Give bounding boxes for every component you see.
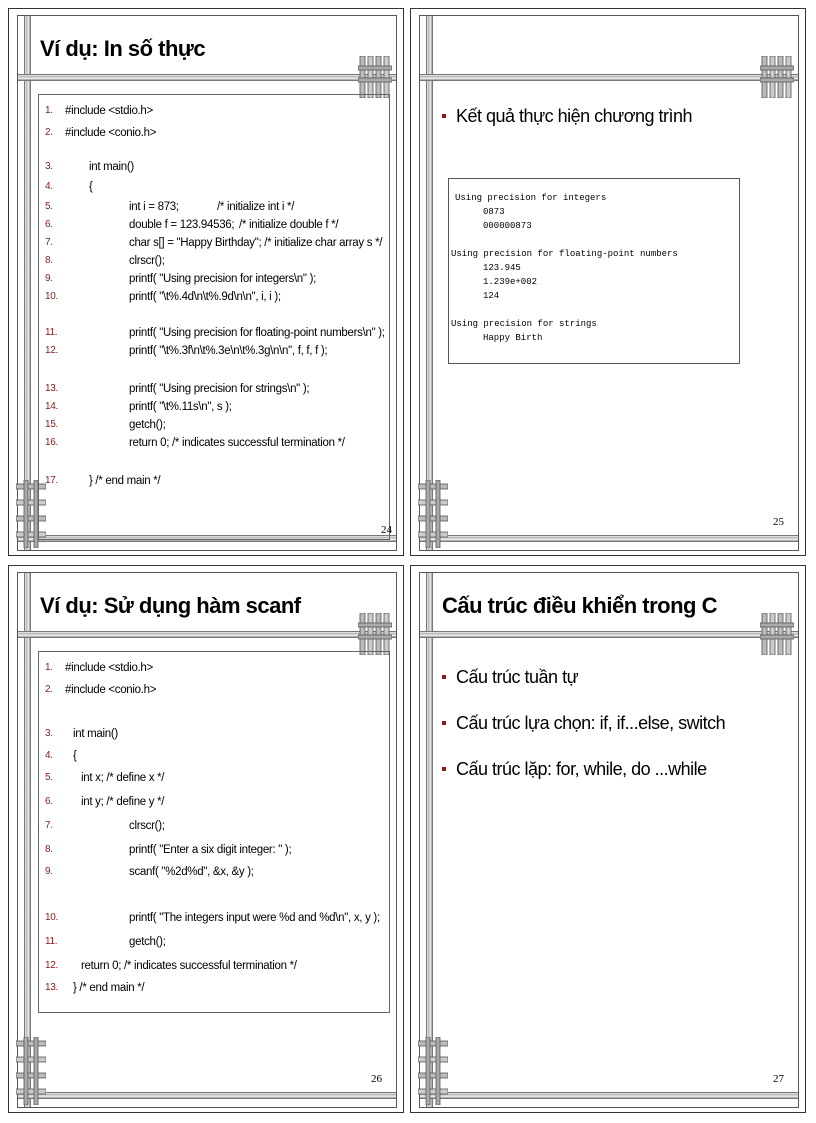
code-line: clrscr(); bbox=[129, 820, 165, 832]
code-line: printf( "Using precision for integers\n" ); bbox=[129, 273, 317, 285]
console-line: Using precision for strings bbox=[451, 319, 597, 329]
code-line: int i = 873; bbox=[129, 201, 179, 213]
code-line: #include <stdio.h> bbox=[65, 662, 153, 674]
bullet-text: Cấu trúc lựa chọn: if, if...else, switch bbox=[456, 713, 726, 733]
line-number: 15. bbox=[45, 419, 59, 430]
code-line: int main() bbox=[89, 161, 134, 173]
line-number: 11. bbox=[45, 936, 58, 947]
console-line: 1.239e+002 bbox=[483, 277, 538, 287]
left-rail bbox=[426, 573, 433, 1107]
line-number: 11. bbox=[45, 327, 58, 338]
code-line: printf( "Enter a six digit integer: " ); bbox=[129, 844, 292, 856]
slide-24 bbox=[8, 8, 404, 556]
line-number: 8. bbox=[45, 844, 53, 855]
console-line: 123.945 bbox=[483, 263, 521, 273]
slide-26 bbox=[8, 565, 404, 1113]
code-line: printf( "Using precision for floating-point numbers\n" ); bbox=[129, 327, 385, 339]
code-line: getch(); bbox=[129, 419, 166, 431]
code-line: } /* end main */ bbox=[89, 475, 161, 487]
line-number: 9. bbox=[45, 866, 53, 877]
line-number: 6. bbox=[45, 219, 53, 230]
line-number: 14. bbox=[45, 401, 59, 412]
lattice-decoration-icon bbox=[418, 480, 448, 548]
lattice-decoration-icon bbox=[358, 56, 392, 98]
line-number: 1. bbox=[45, 105, 53, 116]
bullet-marker bbox=[442, 721, 446, 725]
code-line: char s[] = "Happy Birthday"; /* initialize char array s */ bbox=[129, 237, 383, 249]
page-number: 24 bbox=[381, 524, 392, 536]
code-line: { bbox=[89, 181, 93, 193]
bullet-text: Kết quả thực hiện chương trình bbox=[456, 106, 693, 126]
lattice-decoration-icon bbox=[418, 1037, 448, 1105]
line-number: 4. bbox=[45, 181, 53, 192]
lattice-decoration-icon bbox=[358, 613, 392, 655]
console-line: 0873 bbox=[483, 207, 505, 217]
line-number: 6. bbox=[45, 796, 53, 807]
page-number: 25 bbox=[773, 516, 784, 528]
console-line: Using precision for floating-point numbers bbox=[451, 249, 678, 259]
code-line: printf( "\t%.4d\n\t%.9d\n\n", i, i ); bbox=[129, 291, 281, 303]
slide-27 bbox=[410, 565, 806, 1113]
line-number: 13. bbox=[45, 383, 59, 394]
slide-title: Ví dụ: Sử dụng hàm scanf bbox=[40, 593, 301, 618]
code-line: printf( "Using precision for strings\n" ); bbox=[129, 383, 310, 395]
console-line: 000000873 bbox=[483, 221, 532, 231]
line-number: 2. bbox=[45, 127, 53, 138]
code-line: #include <conio.h> bbox=[65, 684, 157, 696]
top-rail bbox=[18, 74, 396, 81]
line-number: 17. bbox=[45, 475, 59, 486]
page-number: 27 bbox=[773, 1073, 784, 1085]
bullet-marker bbox=[442, 114, 446, 118]
code-line: getch(); bbox=[129, 936, 166, 948]
code-line: double f = 123.94536; bbox=[129, 219, 235, 231]
line-number: 16. bbox=[45, 437, 59, 448]
line-number: 3. bbox=[45, 161, 53, 172]
code-line: { bbox=[73, 750, 77, 762]
code-line: #include <stdio.h> bbox=[65, 105, 153, 117]
code-comment: /* initialize double f */ bbox=[239, 219, 339, 231]
code-line: #include <conio.h> bbox=[65, 127, 157, 139]
bottom-rail bbox=[18, 1092, 396, 1099]
slide-frame bbox=[17, 15, 397, 551]
slide-frame bbox=[419, 15, 799, 551]
left-rail bbox=[24, 16, 31, 550]
line-number: 7. bbox=[45, 237, 53, 248]
line-number: 12. bbox=[45, 345, 59, 356]
line-number: 1. bbox=[45, 662, 53, 673]
bullet-marker bbox=[442, 767, 446, 771]
top-rail bbox=[420, 74, 798, 81]
slide-title: Cấu trúc điều khiển trong C bbox=[442, 593, 717, 618]
top-rail bbox=[18, 631, 396, 638]
console-line: Using precision for integers bbox=[455, 193, 607, 203]
code-line: printf( "\t%.3f\n\t%.3e\n\t%.3g\n\n", f, f, f ); bbox=[129, 345, 328, 357]
code-line: return 0; /* indicates successful termination */ bbox=[81, 960, 297, 972]
line-number: 10. bbox=[45, 291, 59, 302]
code-line: clrscr(); bbox=[129, 255, 165, 267]
code-line: printf( "\t%.11s\n", s ); bbox=[129, 401, 232, 413]
code-line: int x; /* define x */ bbox=[81, 772, 165, 784]
lattice-decoration-icon bbox=[760, 613, 794, 655]
slide-frame bbox=[419, 572, 799, 1108]
line-number: 9. bbox=[45, 273, 53, 284]
lattice-decoration-icon bbox=[760, 56, 794, 98]
console-line: 124 bbox=[483, 291, 500, 301]
bullet-text: Cấu trúc lặp: for, while, do ...while bbox=[456, 759, 707, 779]
line-number: 12. bbox=[45, 960, 59, 971]
code-comment: /* initialize int i */ bbox=[217, 201, 295, 213]
line-number: 2. bbox=[45, 684, 53, 695]
bullet-text: Cấu trúc tuần tự bbox=[456, 667, 579, 687]
code-box bbox=[38, 651, 390, 1013]
code-line: } /* end main */ bbox=[73, 982, 145, 994]
line-number: 10. bbox=[45, 912, 59, 923]
console-output bbox=[448, 178, 740, 364]
lattice-decoration-icon bbox=[16, 1037, 46, 1105]
bottom-rail bbox=[420, 535, 798, 542]
page-number: 26 bbox=[371, 1073, 382, 1085]
slide-frame bbox=[17, 572, 397, 1108]
slide-25 bbox=[410, 8, 806, 556]
code-line: printf( "The integers input were %d and %d\n", x, y ); bbox=[129, 912, 380, 924]
slide-title: Ví dụ: In số thực bbox=[40, 36, 206, 61]
line-number: 5. bbox=[45, 772, 53, 783]
top-rail bbox=[420, 631, 798, 638]
code-line: int y; /* define y */ bbox=[81, 796, 165, 808]
console-line: Happy Birth bbox=[483, 333, 543, 343]
line-number: 5. bbox=[45, 201, 53, 212]
code-line: int main() bbox=[73, 728, 118, 740]
line-number: 3. bbox=[45, 728, 53, 739]
left-rail bbox=[426, 16, 433, 550]
code-line: return 0; /* indicates successful termination */ bbox=[129, 437, 345, 449]
line-number: 8. bbox=[45, 255, 53, 266]
line-number: 4. bbox=[45, 750, 53, 761]
code-line: scanf( "%2d%d", &x, &y ); bbox=[129, 866, 254, 878]
left-rail bbox=[24, 573, 31, 1107]
line-number: 7. bbox=[45, 820, 53, 831]
bottom-rail bbox=[420, 1092, 798, 1099]
bullet-marker bbox=[442, 675, 446, 679]
code-box bbox=[38, 94, 390, 540]
line-number: 13. bbox=[45, 982, 59, 993]
